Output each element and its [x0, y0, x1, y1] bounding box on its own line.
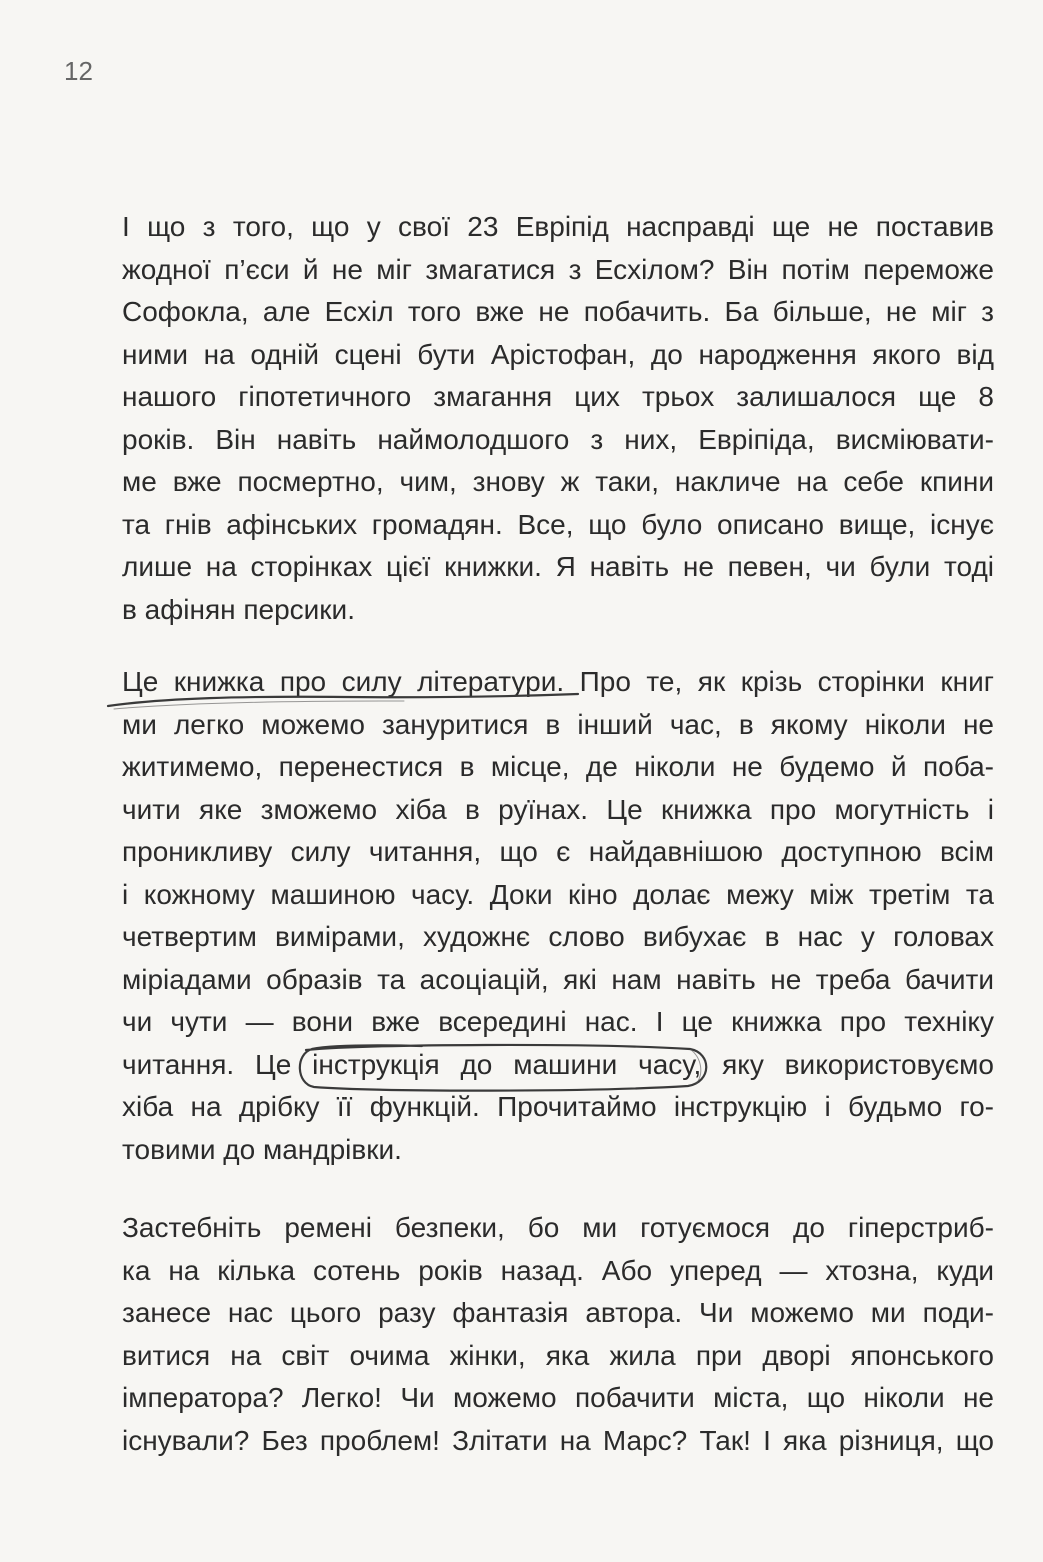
- text-line: нашого гіпотетичного змагання цих трьох залишалося ще 8: [122, 381, 994, 412]
- text-line: четвертим вимірами, художнє слово вибухає в нас у головах: [122, 921, 994, 952]
- text-line: читання. Це інструкція до машини часу, яку використовуємо: [122, 1048, 994, 1080]
- text-line: товими до мандрівки.: [122, 1133, 402, 1165]
- text-line: Застебніть ремені безпеки, бо ми готуємося до гіперстриб-: [122, 1212, 994, 1243]
- text-line: чити яке зможемо хіба в руїнах. Це книжка про могутність і: [122, 793, 994, 825]
- text-line: в афінян персики.: [122, 593, 355, 625]
- text-line: міріадами образів та асоціацій, які нам навіть не треба бачити: [122, 963, 994, 995]
- paragraph-3: [122, 1207, 994, 1462]
- text-line: ними на одній сцені бути Арістофан, до народження якого від: [122, 338, 994, 370]
- page-number: 12: [64, 56, 93, 86]
- text-line: ми легко можемо зануритися в інший час, в якому ніколи не: [122, 708, 994, 740]
- text-line: та гнів афінських громадян. Все, що було описано вище, існує: [122, 508, 994, 540]
- paragraph-1: [122, 206, 994, 631]
- text-line: занесе нас цього разу фантазія автора. Чи можемо ми поди-: [122, 1297, 994, 1328]
- text-line: і кожному машиною часу. Доки кіно долає межу між третім та: [122, 878, 994, 910]
- text-line: Софокла, але Есхіл того вже не побачить. Ба більше, не міг з: [122, 296, 994, 327]
- text-line: лише на сторінках цієї книжки. Я навіть не певен, чи були тоді: [122, 551, 994, 582]
- paragraph-2: [122, 661, 994, 1171]
- text-line: проникливу силу читання, що є найдавнішою доступною всім: [122, 836, 994, 867]
- text-line: хіба на дрібку її функцій. Прочитаймо інструкцію і будьмо го-: [122, 1091, 994, 1122]
- text-line: І що з того, що у свої 23 Евріпід насправді ще не поставив: [122, 211, 994, 242]
- text-line: витися на світ очима жінки, яка жила при дворі японського: [122, 1339, 994, 1371]
- text-line: Це книжка про силу літератури. Про те, як крізь сторінки книг: [122, 666, 994, 697]
- text-line: років. Він навіть наймолодшого з них, Евріпіда, висміювати-: [122, 423, 994, 455]
- text-line: ка на кілька сотень років назад. Або уперед — хтозна, куди: [122, 1254, 994, 1286]
- text-line: існували? Без проблем! Злітати на Марс? Так! І яка різниця, що: [122, 1424, 994, 1456]
- text-line: чи чути — вони вже всередині нас. І це книжка про техніку: [122, 1006, 994, 1037]
- text-line: житимемо, перенестися в місце, де ніколи не будемо й поба-: [122, 751, 994, 782]
- text-line: імператора? Легко! Чи можемо побачити міста, що ніколи не: [122, 1382, 994, 1413]
- text-line: жодної п’єси й не міг змагатися з Есхілом? Він потім переможе: [122, 253, 994, 285]
- text-line: ме вже посмертно, чим, знову ж таки, накличе на себе кпини: [122, 466, 994, 497]
